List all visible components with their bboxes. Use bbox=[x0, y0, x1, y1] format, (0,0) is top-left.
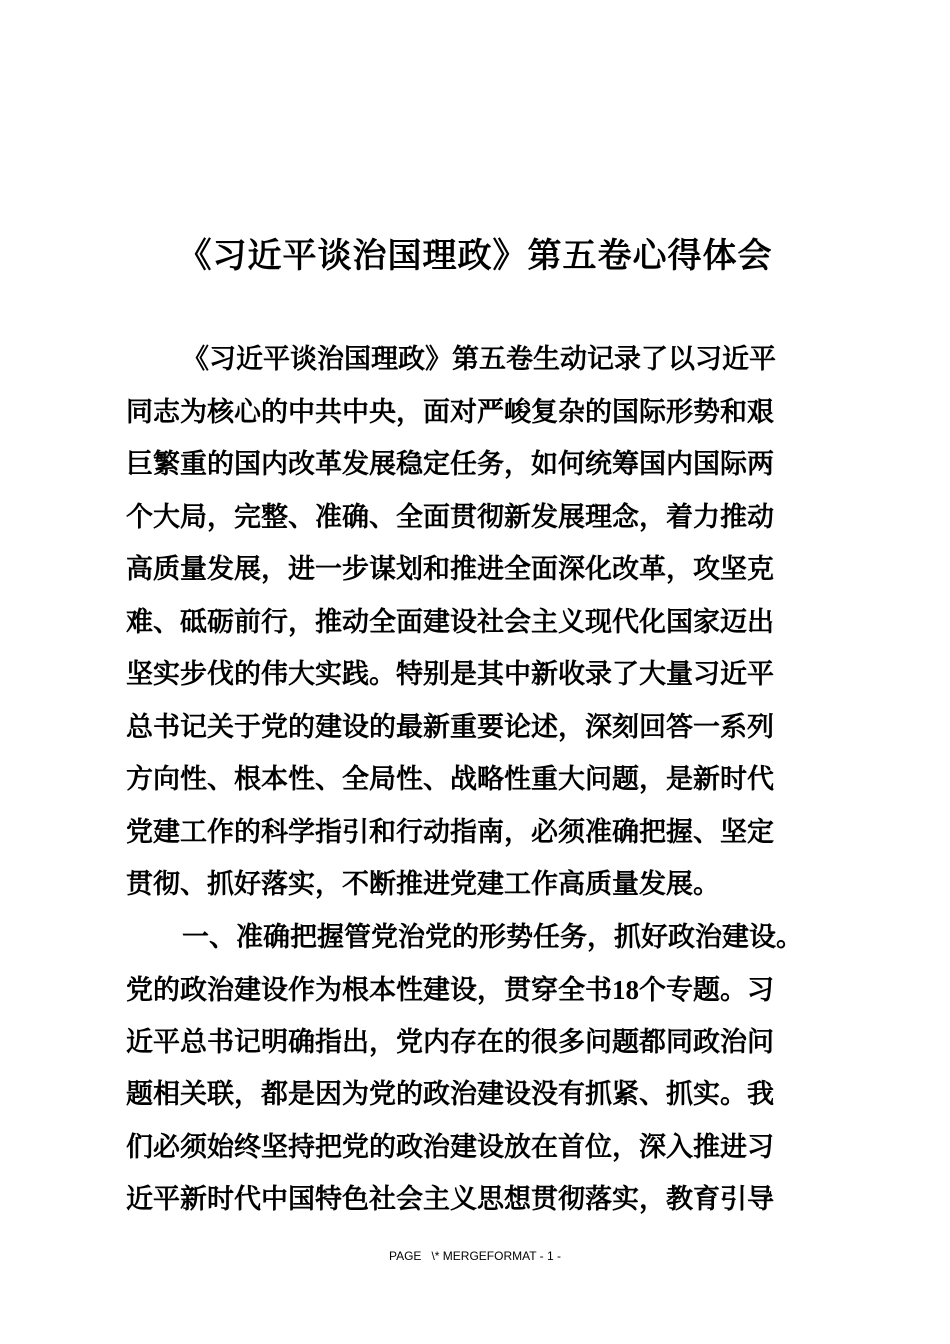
document-title: 《习近平谈治国理政》第五卷心得体会 bbox=[177, 236, 773, 276]
paragraph-line: 贯彻、抓好落实，不断推进党建工作高质量发展。 bbox=[126, 869, 720, 900]
paragraph-line: 同志为核心的中共中央，面对严峻复杂的国际形势和艰 bbox=[126, 396, 774, 428]
paragraph-line: 近平新时代中国特色社会主义思想贯彻落实，教育引导 bbox=[126, 1184, 774, 1215]
line-text: 个专题。习 bbox=[639, 975, 774, 1006]
paragraph-line: 个大局，完整、准确、全面贯彻新发展理念，着力推动 bbox=[126, 501, 774, 533]
section-heading-line: 一、准确把握管党治党的形势任务，抓好政治建设。 bbox=[182, 921, 803, 953]
line-text: 党的政治建设作为根本性建设，贯穿全书 bbox=[126, 975, 612, 1006]
paragraph-line: 近平总书记明确指出，党内存在的很多问题都同政治问 bbox=[126, 1026, 774, 1058]
paragraph-line: 坚实步伐的伟大实践。特别是其中新收录了大量习近平 bbox=[126, 659, 774, 690]
paragraph-line: 难、砥砺前行，推动全面建设社会主义现代化国家迈出 bbox=[126, 606, 774, 638]
paragraph-line: 题相关联，都是因为党的政治建设没有抓紧、抓实。我 bbox=[126, 1079, 774, 1110]
page-footer: PAGE \* MERGEFORMAT - 1 - bbox=[388, 1249, 562, 1263]
paragraph-line: 总书记关于党的建设的最新重要论述，深刻回答一系列 bbox=[126, 711, 774, 743]
paragraph-line: 高质量发展，进一步谋划和推进全面深化改革，攻坚克 bbox=[126, 554, 774, 585]
topic-count: 18 bbox=[612, 975, 639, 1005]
paragraph-line: 《习近平谈治国理政》第五卷生动记录了以习近平 bbox=[182, 344, 776, 375]
paragraph-line: 们必须始终坚持把党的政治建设放在首位，深入推进习 bbox=[126, 1131, 774, 1163]
document-body bbox=[126, 334, 856, 1227]
paragraph-line: 方向性、根本性、全局性、战略性重大问题，是新时代 bbox=[126, 764, 774, 795]
paragraph-line: 巨繁重的国内改革发展稳定任务，如何统筹国内国际两 bbox=[126, 449, 774, 480]
paragraph-line: 党建工作的科学指引和行动指南，必须准确把握、坚定 bbox=[126, 816, 774, 848]
paragraph-line bbox=[126, 964, 856, 1017]
